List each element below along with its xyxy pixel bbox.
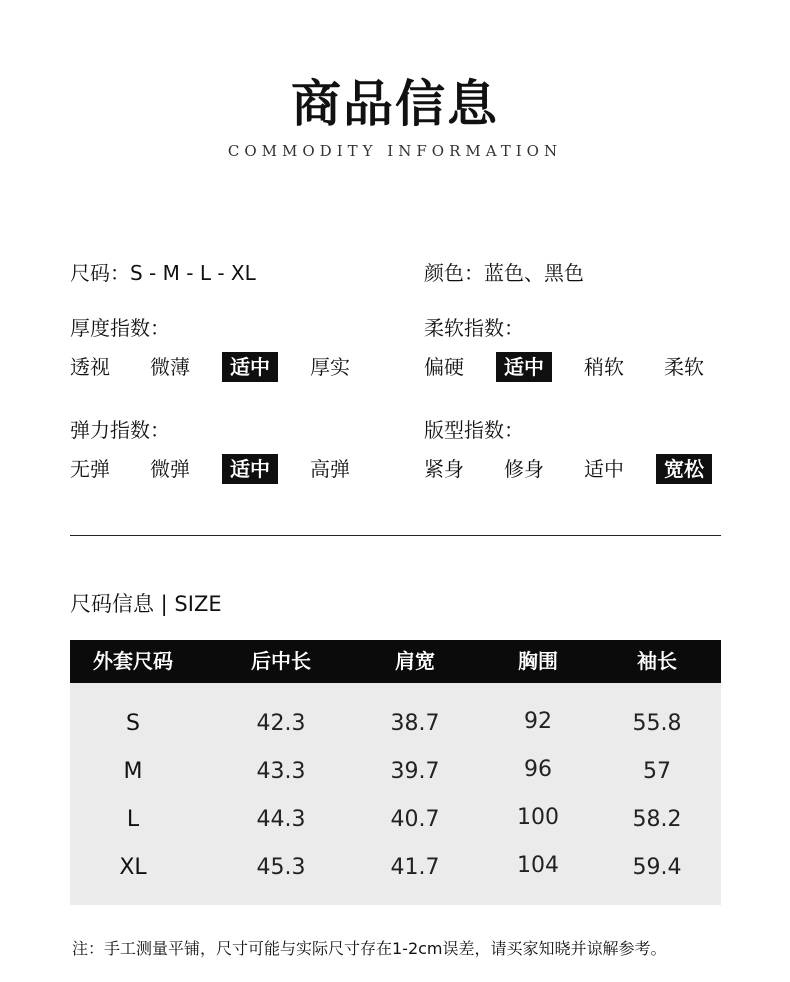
column-header-size: 外套尺码: [93, 649, 173, 673]
table-cell: 92: [524, 709, 552, 734]
column-header-shoulder: 肩宽: [395, 649, 435, 673]
size-table: [70, 640, 721, 905]
softness-scale: [424, 352, 744, 382]
elasticity-option: 无弹: [70, 457, 110, 481]
column-header-sleeve: 袖长: [637, 649, 677, 673]
fit-option: 修身: [504, 457, 544, 481]
size-table-header: [70, 640, 721, 683]
fit-scale: [424, 454, 744, 484]
softness-option: 柔软: [664, 355, 704, 379]
table-row: [70, 844, 721, 892]
table-cell: 38.7: [390, 711, 440, 736]
table-row: [70, 700, 721, 748]
table-cell: 55.8: [632, 711, 682, 736]
table-cell-size: XL: [119, 855, 147, 880]
table-cell: 58.2: [632, 807, 682, 832]
elasticity-option: 高弹: [310, 457, 350, 481]
table-cell: 44.3: [256, 807, 306, 832]
column-header-back-length: 后中长: [251, 649, 311, 673]
table-cell: 104: [517, 853, 559, 878]
elasticity-option: 微弹: [150, 457, 190, 481]
softness-label: 柔软指数：: [424, 316, 524, 340]
table-cell: 100: [517, 805, 559, 830]
thickness-option-selected: 适中: [230, 352, 310, 382]
table-cell-size: S: [126, 711, 140, 736]
fit-option-selected: 宽松: [664, 454, 744, 484]
size-spec: 尺码：S - M - L - XL: [70, 261, 256, 285]
fit-option: 紧身: [424, 457, 464, 481]
elasticity-label: 弹力指数：: [70, 418, 170, 442]
table-cell: 96: [524, 757, 552, 782]
table-cell-size: L: [126, 807, 140, 832]
table-cell: 45.3: [256, 855, 306, 880]
column-header-chest: 胸围: [518, 649, 558, 673]
page-title: 商品信息: [291, 75, 499, 133]
table-cell: 57: [643, 759, 671, 784]
size-table-body: [70, 683, 721, 905]
table-cell: 59.4: [632, 855, 682, 880]
table-row: [70, 796, 721, 844]
thickness-label: 厚度指数：: [70, 316, 170, 340]
elasticity-scale: [70, 454, 390, 484]
section-divider: [70, 535, 721, 536]
thickness-option: 透视: [70, 355, 110, 379]
color-spec: 颜色：蓝色、黑色: [424, 261, 584, 285]
softness-option: 偏硬: [424, 355, 464, 379]
fit-option: 适中: [584, 457, 624, 481]
softness-option-selected: 适中: [504, 352, 584, 382]
page-subtitle: COMMODITY INFORMATION: [227, 142, 563, 160]
table-row: [70, 748, 721, 796]
table-cell: 42.3: [256, 711, 306, 736]
table-cell-size: M: [123, 759, 143, 784]
thickness-scale: [70, 352, 390, 382]
thickness-option: 厚实: [310, 355, 350, 379]
softness-option: 稍软: [584, 355, 624, 379]
size-section-heading: 尺码信息 | SIZE: [70, 592, 222, 616]
measurement-note: 注：手工测量平铺，尺寸可能与实际尺寸存在1-2cm误差，请买家知晓并谅解参考。: [72, 939, 667, 958]
table-cell: 41.7: [390, 855, 440, 880]
table-cell: 40.7: [390, 807, 440, 832]
table-cell: 39.7: [390, 759, 440, 784]
elasticity-option-selected: 适中: [230, 454, 310, 484]
fit-label: 版型指数：: [424, 418, 524, 442]
thickness-option: 微薄: [150, 355, 190, 379]
table-cell: 43.3: [256, 759, 306, 784]
